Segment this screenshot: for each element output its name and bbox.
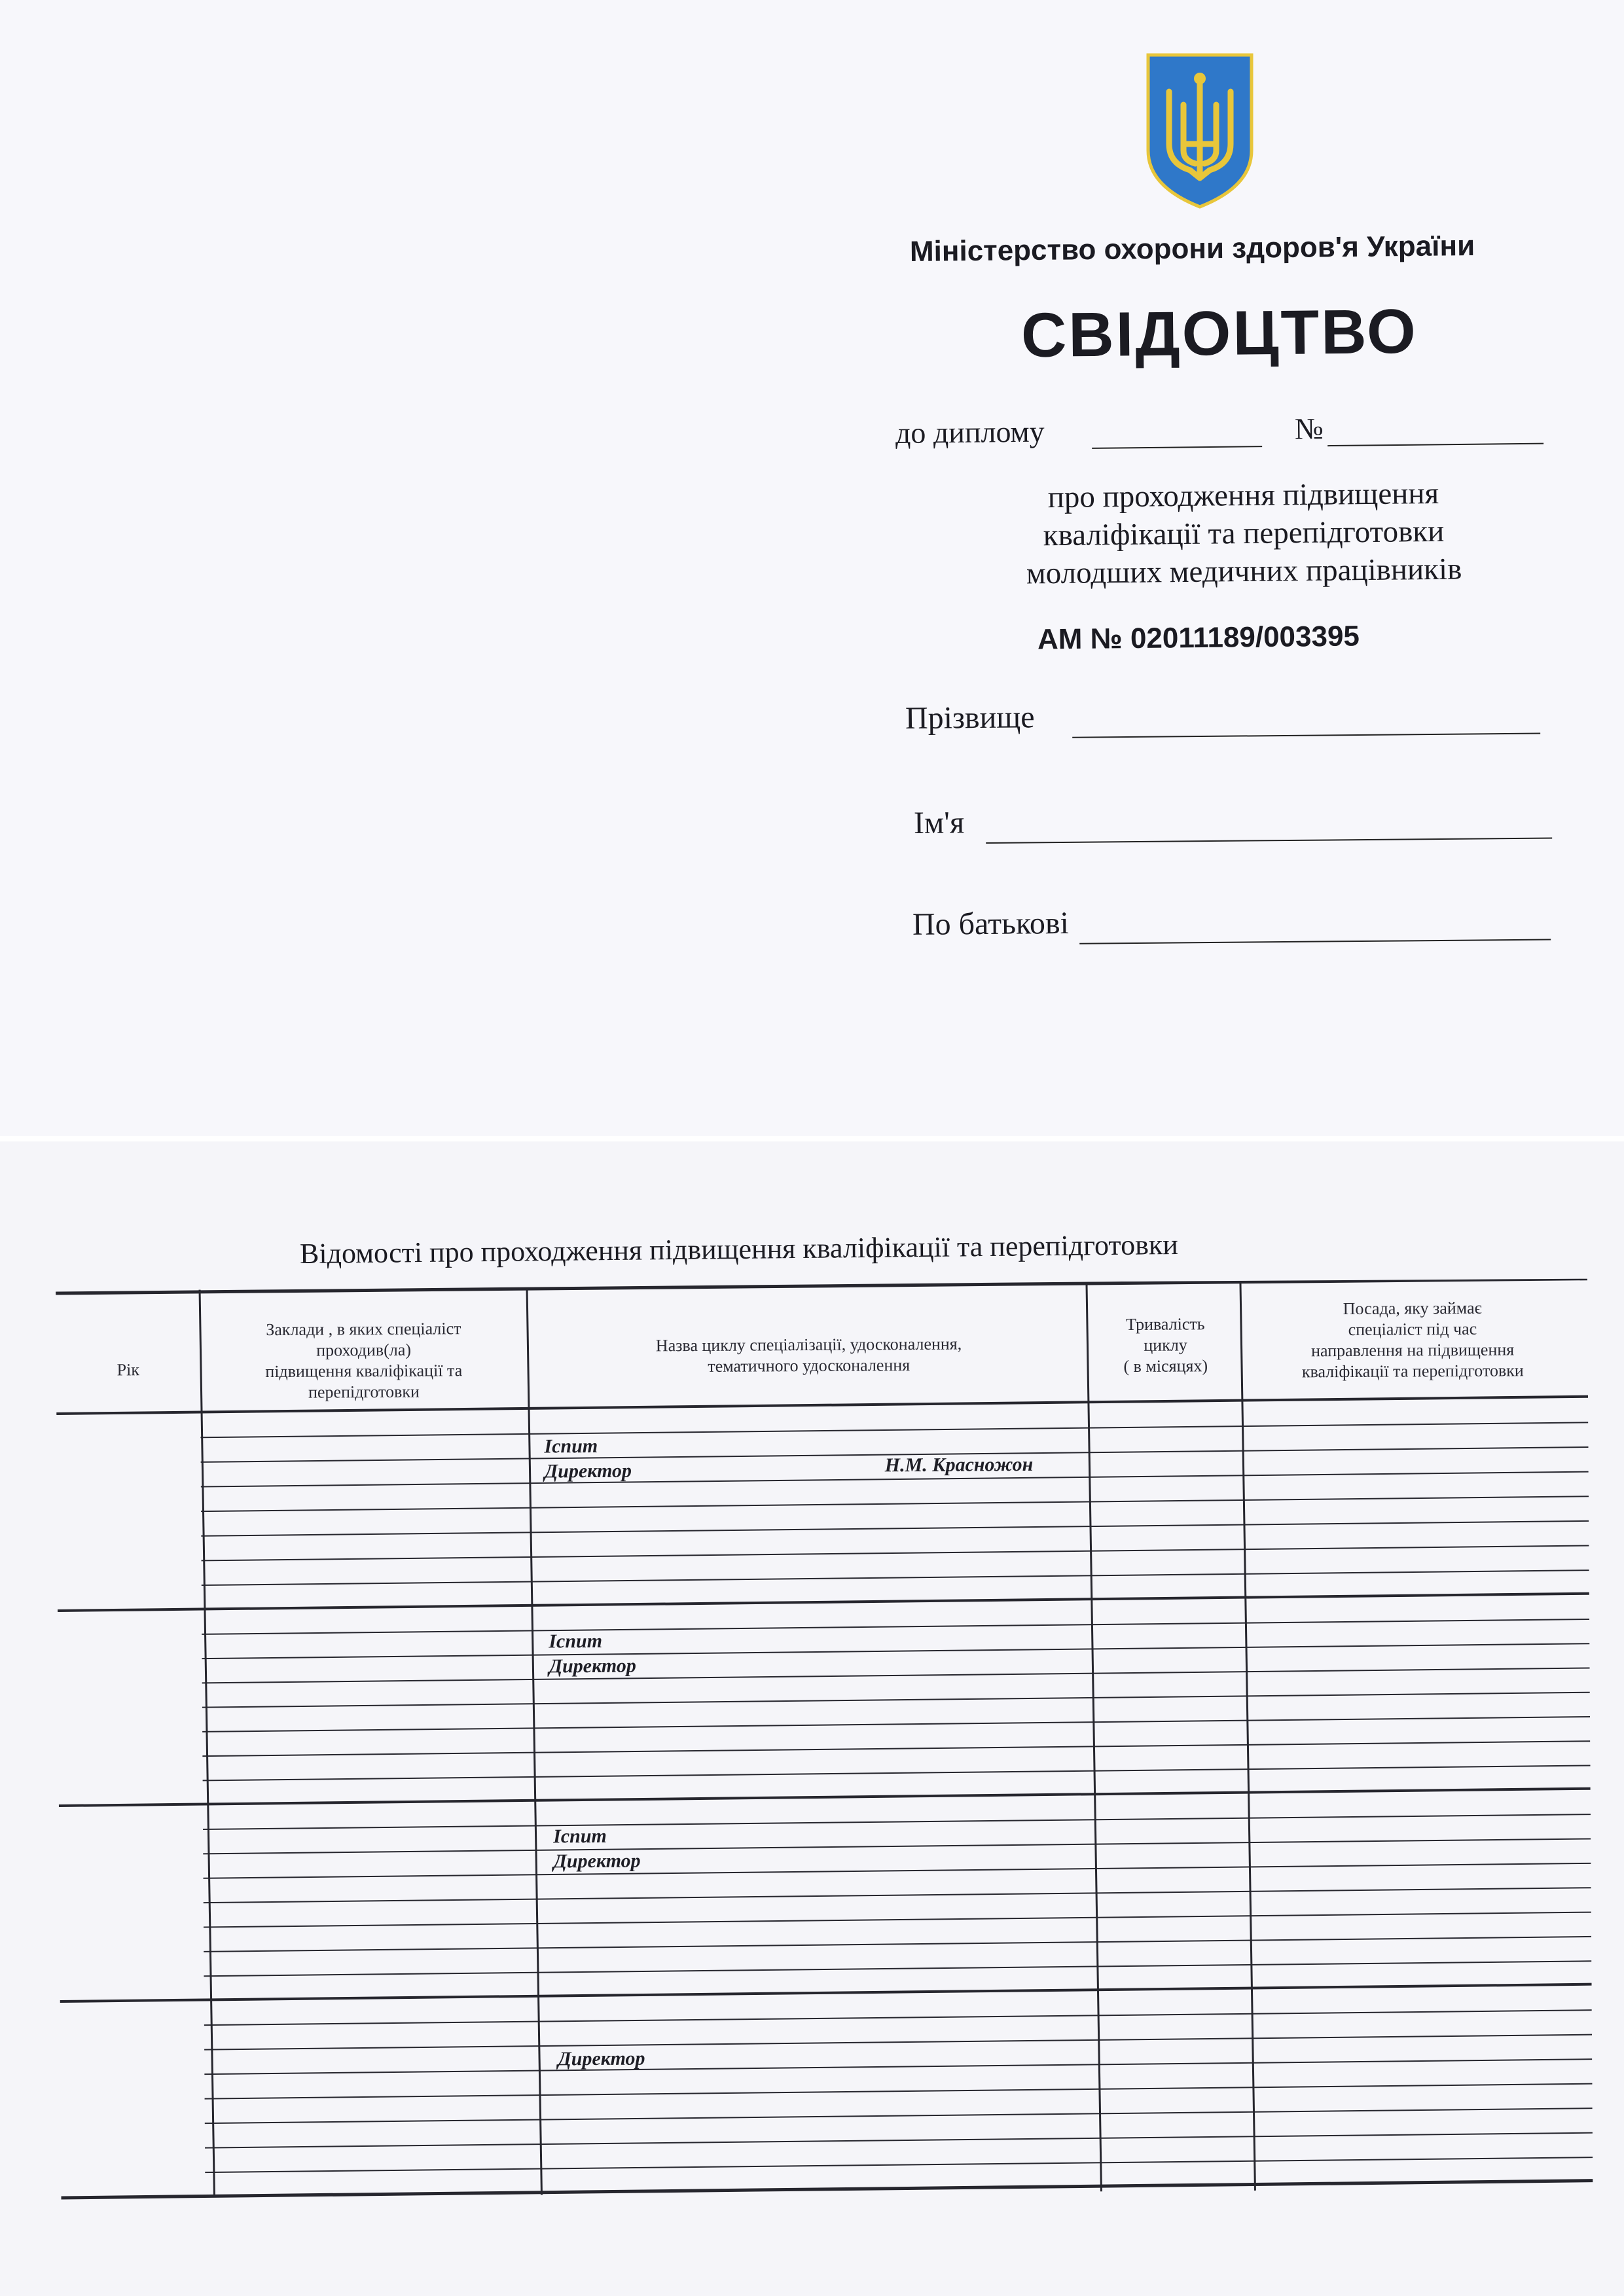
- header-position: [1240, 1297, 1585, 1383]
- director-signature-name: Н.М. Красножон: [884, 1453, 1034, 1477]
- name-field: [914, 799, 1556, 851]
- block-separator: [60, 1984, 1592, 2001]
- header-duration-line: ( в місяцях): [1123, 1356, 1208, 1376]
- ruling-line: [204, 1912, 1591, 1928]
- column-divider: [527, 1288, 541, 2195]
- header-position-line: кваліфікації та перепідготовки: [1301, 1361, 1524, 1382]
- header-institution-line: підвищення кваліфікації та: [265, 1361, 463, 1382]
- ruling-line: [201, 1521, 1589, 1536]
- header-year: [56, 1359, 200, 1381]
- column-divider: [1087, 1284, 1101, 2191]
- patronymic-label: По батькові: [912, 905, 1070, 942]
- ruling-line: [202, 1668, 1590, 1683]
- director-label: Директор: [558, 2047, 645, 2070]
- ruling-line: [202, 1570, 1589, 1585]
- header-cycle-name: [527, 1333, 1090, 1378]
- table-title: Відомості про проходження підвищення кваліфікації та перепідготовки: [299, 1228, 1178, 1270]
- surname-blank-line[interactable]: [1072, 733, 1540, 738]
- exam-label: Іспит: [553, 1825, 607, 1848]
- header-duration: [1087, 1314, 1244, 1377]
- director-label: Директор: [544, 1460, 632, 1482]
- column-divider: [200, 1290, 214, 2197]
- header-institution-line: проходив(ла): [316, 1340, 412, 1360]
- column-divider: [1240, 1283, 1255, 2191]
- header-institution-line: перепідготовки: [308, 1382, 420, 1402]
- header-duration-line: Тривалість: [1126, 1314, 1205, 1335]
- ruling-line: [204, 2035, 1592, 2050]
- ruling-line: [202, 1693, 1590, 1708]
- coat-of-arms-icon: [1144, 52, 1255, 209]
- name-label: Ім'я: [913, 805, 965, 840]
- ruling-line: [202, 1741, 1590, 1756]
- ruling-line: [201, 1496, 1589, 1511]
- header-year-text: Рік: [117, 1360, 140, 1380]
- header-institution: [200, 1318, 528, 1404]
- ruling-line: [204, 2059, 1592, 2074]
- training-records-table: [56, 1279, 1593, 2204]
- patronymic-blank-line[interactable]: [1079, 939, 1551, 944]
- ruling-line: [204, 1961, 1591, 1976]
- ruling-line: [203, 1863, 1591, 1878]
- table-grid: [56, 1279, 1593, 2204]
- diploma-reference-row: [895, 409, 1551, 461]
- director-label: Директор: [549, 1655, 636, 1677]
- exam-label: Іспит: [549, 1630, 603, 1653]
- header-duration-line: циклу: [1144, 1335, 1187, 1355]
- patronymic-field: [912, 901, 1555, 952]
- ruling-line: [203, 1839, 1591, 1854]
- purpose-line: молодших медичних працівників: [1026, 552, 1462, 591]
- header-institution-line: Заклади , в яких спеціаліст: [266, 1319, 461, 1340]
- ruling-line: [202, 1643, 1589, 1659]
- ruling-line: [204, 1888, 1591, 1903]
- header-cycle-line: тематичного удосконалення: [708, 1355, 911, 1376]
- document-title: СВІДОЦТВО: [1020, 296, 1418, 371]
- ruling-line: [203, 1814, 1591, 1829]
- diploma-label: до диплому: [895, 414, 1045, 450]
- ruling-line: [201, 1545, 1589, 1560]
- ruling-line: [200, 1422, 1588, 1437]
- block-separator: [59, 1789, 1591, 1806]
- ruling-line: [205, 2157, 1593, 2172]
- director-label: Директор: [553, 1850, 641, 1873]
- ruling-line: [202, 1717, 1590, 1732]
- diploma-number-blank-line[interactable]: [1327, 443, 1543, 446]
- exam-label: Іспит: [544, 1435, 598, 1458]
- certificate-purpose: [916, 473, 1572, 594]
- surname-label: Прізвище: [905, 700, 1035, 736]
- ruling-line: [202, 1619, 1589, 1634]
- header-position-line: направлення на підвищення: [1310, 1340, 1515, 1361]
- header-position-line: Посада, яку займає: [1343, 1298, 1482, 1318]
- diploma-blank-line[interactable]: [1092, 446, 1262, 449]
- ruling-line: [205, 2133, 1593, 2148]
- purpose-line: кваліфікації та перепідготовки: [1043, 514, 1445, 553]
- ruling-line: [205, 2084, 1593, 2099]
- certificate-number: АМ № 02011189/003395: [1037, 620, 1360, 656]
- ruling-line: [204, 2010, 1592, 2025]
- ruling-line: [204, 1937, 1591, 1952]
- ministry-name: Міністерство охорони здоров'я України: [909, 229, 1475, 268]
- ruling-line: [203, 1765, 1591, 1780]
- table-bottom-border: [61, 2181, 1593, 2198]
- ruling-line: [205, 2108, 1593, 2123]
- purpose-line: про проходження підвищення: [1047, 476, 1439, 515]
- block-separator: [58, 1594, 1589, 1611]
- number-sign: №: [1294, 412, 1324, 446]
- name-blank-line[interactable]: [986, 837, 1552, 844]
- header-position-line: спеціаліст під час: [1348, 1319, 1477, 1339]
- header-cycle-line: Назва циклу спеціалізації, удосконалення,: [655, 1334, 962, 1355]
- surname-field: [905, 694, 1547, 746]
- page-seam: [0, 1136, 1624, 1141]
